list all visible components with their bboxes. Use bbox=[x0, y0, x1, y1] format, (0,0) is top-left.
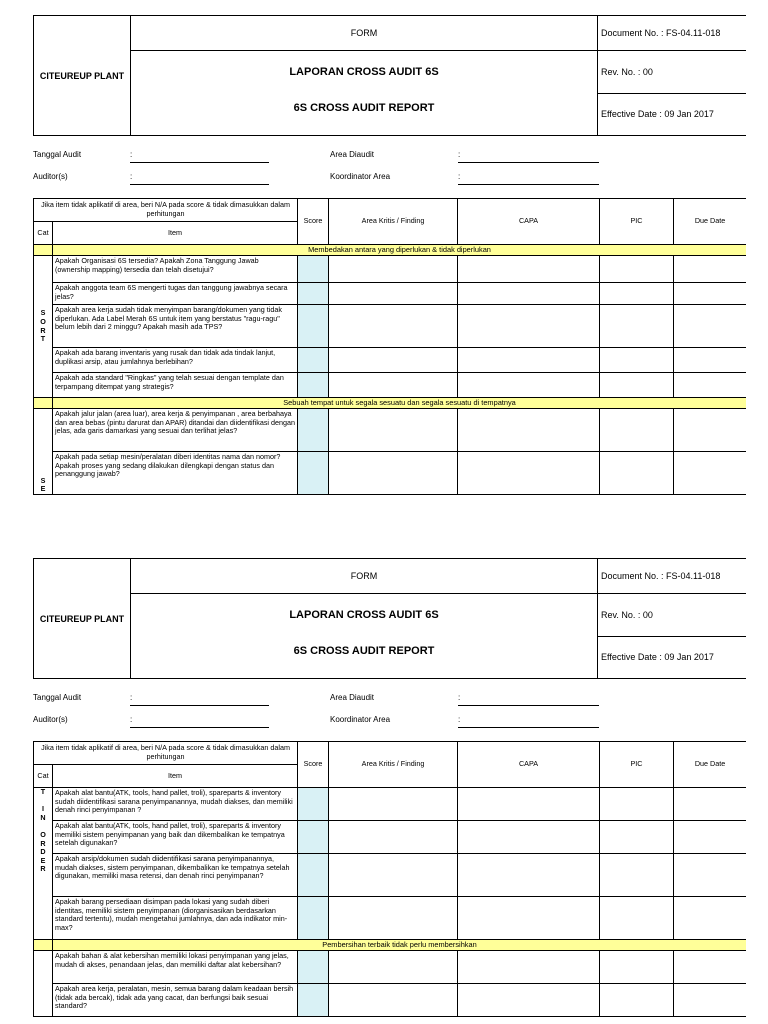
shine-section-title: Pembersihan terbaik tidak perlu membersihkan bbox=[53, 940, 747, 951]
area-diaudit-label: Area Diaudit bbox=[330, 150, 375, 159]
finding-cell[interactable] bbox=[329, 984, 458, 1017]
pic-cell[interactable] bbox=[600, 256, 674, 283]
finding-cell[interactable] bbox=[329, 348, 458, 373]
score-cell[interactable] bbox=[298, 348, 329, 373]
finding-header: Area Kritis / Finding bbox=[329, 199, 458, 245]
form-label: FORM bbox=[131, 16, 598, 51]
revision-number: Rev. No. : 00 bbox=[598, 51, 747, 94]
score-cell[interactable] bbox=[298, 283, 329, 305]
capa-header: CAPA bbox=[458, 742, 600, 788]
due-date-cell[interactable] bbox=[674, 283, 746, 305]
audit-table bbox=[33, 198, 746, 495]
capa-cell[interactable] bbox=[458, 897, 600, 940]
due-date-cell[interactable] bbox=[674, 984, 746, 1017]
capa-cell[interactable] bbox=[458, 854, 600, 897]
score-cell[interactable] bbox=[298, 821, 329, 854]
koordinator-field[interactable] bbox=[458, 184, 599, 185]
pic-cell[interactable] bbox=[600, 305, 674, 348]
due-date-header: Due Date bbox=[674, 199, 746, 245]
audit-item: Apakah ada standard "Ringkas" yang telah sesuai dengan template dan terpampang ditempat yang strategis? bbox=[53, 373, 298, 398]
audit-item: Apakah jalur jalan (area luar), area kerja & penyimpanan , area berbahaya dan area bebas (pintu darurat dan APAR) ditandai dan diidentifikasi dengan jelas, ada garis damarkasi yang sesuai dan terlihat jelas? bbox=[53, 409, 298, 452]
revision-number: Rev. No. : 00 bbox=[598, 594, 747, 637]
tanggal-audit-field[interactable] bbox=[130, 162, 269, 163]
audit-info: Tanggal Audit : Area Diaudit : Auditor(s) : Koordinator Area : bbox=[33, 146, 746, 192]
area-diaudit-label: Area Diaudit bbox=[330, 693, 375, 702]
due-date-cell[interactable] bbox=[674, 821, 746, 854]
due-date-header: Due Date bbox=[674, 742, 746, 788]
due-date-cell[interactable] bbox=[674, 305, 746, 348]
due-date-cell[interactable] bbox=[674, 256, 746, 283]
due-date-cell[interactable] bbox=[674, 373, 746, 398]
document-number: Document No. : FS-04.11-018 bbox=[598, 16, 747, 51]
area-diaudit-field[interactable] bbox=[458, 162, 599, 163]
pic-cell[interactable] bbox=[600, 788, 674, 821]
score-cell[interactable] bbox=[298, 305, 329, 348]
capa-cell[interactable] bbox=[458, 984, 600, 1017]
form-header bbox=[33, 558, 746, 679]
capa-cell[interactable] bbox=[458, 452, 600, 495]
audit-item: Apakah alat bantu(ATK, tools, hand pallet, troli), spareparts & inventory memiliki sistem penyimpanan yang baik dan dikembalikan ke tempatnya setelah digunakan? bbox=[53, 821, 298, 854]
form-page-2 bbox=[33, 558, 746, 1024]
finding-cell[interactable] bbox=[329, 409, 458, 452]
report-title-en: 6S CROSS AUDIT REPORT bbox=[293, 102, 435, 114]
due-date-cell[interactable] bbox=[674, 452, 746, 495]
audit-item: Apakah pada setiap mesin/peralatan diberi identitas nama dan nomor? Apakah proses yang sedang dilakukan dilengkapi dengan status dan penanggung jawab? bbox=[53, 452, 298, 495]
cat-header: Cat bbox=[34, 765, 53, 788]
report-title-id: LAPORAN CROSS AUDIT 6S bbox=[289, 66, 439, 78]
tanggal-audit-label: Tanggal Audit bbox=[33, 693, 82, 702]
report-title-en: 6S CROSS AUDIT REPORT bbox=[293, 645, 435, 657]
audit-item: Apakah barang persediaan disimpan pada lokasi yang sudah diberi identitas, memiliki sistem penyimpanan (diorganisasikan berdasarkan standard tertentu), mudah mengetahui jumlahnya, dan ada indikator min-max? bbox=[53, 897, 298, 940]
capa-cell[interactable] bbox=[458, 348, 600, 373]
item-header: Item bbox=[53, 765, 298, 788]
sort-section-title: Membedakan antara yang diperlukan & tidak diperlukan bbox=[53, 245, 747, 256]
finding-cell[interactable] bbox=[329, 373, 458, 398]
capa-cell[interactable] bbox=[458, 373, 600, 398]
auditor-label: Auditor(s) bbox=[33, 172, 68, 181]
due-date-cell[interactable] bbox=[674, 951, 746, 984]
sort-category: S O R T bbox=[34, 256, 53, 398]
pic-cell[interactable] bbox=[600, 283, 674, 305]
set-section-title: Sebuah tempat untuk segala sesuatu dan segala sesuatu di tempatnya bbox=[53, 398, 747, 409]
shine-category bbox=[34, 951, 53, 1017]
pic-header: PIC bbox=[600, 742, 674, 788]
due-date-cell[interactable] bbox=[674, 348, 746, 373]
finding-cell[interactable] bbox=[329, 854, 458, 897]
na-note: Jika item tidak aplikatif di area, beri N/A pada score & tidak dimasukkan dalam perhitungan bbox=[34, 199, 298, 222]
audit-item: Apakah area kerja sudah tidak menyimpan barang/dokumen yang tidak diperlukan. Ada Label Merah 6S untuk item yang berstatus "ragu-ragu" belum lebih dari 2 minggu? Apakah masih ada TPS? bbox=[53, 305, 298, 348]
tanggal-audit-label: Tanggal Audit bbox=[33, 150, 82, 159]
effective-date: Effective Date : 09 Jan 2017 bbox=[598, 636, 747, 679]
finding-cell[interactable] bbox=[329, 283, 458, 305]
score-cell[interactable] bbox=[298, 373, 329, 398]
pic-cell[interactable] bbox=[600, 951, 674, 984]
pic-cell[interactable] bbox=[600, 897, 674, 940]
koordinator-label: Koordinator Area bbox=[330, 715, 391, 724]
audit-item: Apakah arsip/dokumen sudah diidentifikasi sarana penyimpanannya, mudah diakses, sistem penyimpanan, dikembalikan ke tempatnya setelah digunakan, memiliki masa retensi, dan denah rinci penyimpanan? bbox=[53, 854, 298, 897]
pic-cell[interactable] bbox=[600, 409, 674, 452]
audit-item: Apakah area kerja, peralatan, mesin, semua barang dalam keadaan bersih (tidak ada bercak), tidak ada yang cacat, dan berfungsi baik sesuai standard? bbox=[53, 984, 298, 1017]
pic-cell[interactable] bbox=[600, 984, 674, 1017]
form-label: FORM bbox=[131, 559, 598, 594]
audit-item: Apakah ada barang inventaris yang rusak dan tidak ada tindak lanjut, duplikasi arsip, atau jumlahnya berlebihan? bbox=[53, 348, 298, 373]
due-date-cell[interactable] bbox=[674, 409, 746, 452]
auditor-field[interactable] bbox=[130, 727, 269, 728]
score-cell[interactable] bbox=[298, 256, 329, 283]
finding-cell[interactable] bbox=[329, 821, 458, 854]
pic-header: PIC bbox=[600, 199, 674, 245]
form-header bbox=[33, 15, 746, 136]
na-note: Jika item tidak aplikatif di area, beri N/A pada score & tidak dimasukkan dalam perhitungan bbox=[34, 742, 298, 765]
audit-table bbox=[33, 741, 746, 1017]
finding-cell[interactable] bbox=[329, 788, 458, 821]
capa-cell[interactable] bbox=[458, 821, 600, 854]
set-in-order-category: T I N O R D E R bbox=[34, 788, 53, 940]
plant-name: CITEUREUP PLANT bbox=[34, 16, 131, 136]
finding-cell[interactable] bbox=[329, 452, 458, 495]
capa-cell[interactable] bbox=[458, 256, 600, 283]
report-title-id: LAPORAN CROSS AUDIT 6S bbox=[289, 609, 439, 621]
finding-cell[interactable] bbox=[329, 256, 458, 283]
audit-item: Apakah anggota team 6S mengerti tugas dan tanggung jawabnya secara jelas? bbox=[53, 283, 298, 305]
effective-date: Effective Date : 09 Jan 2017 bbox=[598, 93, 747, 136]
finding-cell[interactable] bbox=[329, 897, 458, 940]
capa-cell[interactable] bbox=[458, 283, 600, 305]
finding-header: Area Kritis / Finding bbox=[329, 742, 458, 788]
page-gap bbox=[0, 505, 768, 558]
pic-cell[interactable] bbox=[600, 452, 674, 495]
pic-cell[interactable] bbox=[600, 348, 674, 373]
due-date-cell[interactable] bbox=[674, 897, 746, 940]
capa-cell[interactable] bbox=[458, 409, 600, 452]
score-cell[interactable] bbox=[298, 951, 329, 984]
score-cell[interactable] bbox=[298, 854, 329, 897]
koordinator-field[interactable] bbox=[458, 727, 599, 728]
score-header: Score bbox=[298, 742, 329, 788]
due-date-cell[interactable] bbox=[674, 788, 746, 821]
pic-cell[interactable] bbox=[600, 854, 674, 897]
tanggal-audit-field[interactable] bbox=[130, 705, 269, 706]
score-header: Score bbox=[298, 199, 329, 245]
audit-item: Apakah bahan & alat kebersihan memiliki lokasi penyimpanan yang jelas, mudah di akses, penandaan jelas, dan memiliki daftar alat kebersihan? bbox=[53, 951, 298, 984]
finding-cell[interactable] bbox=[329, 951, 458, 984]
audit-item: Apakah Organisasi 6S tersedia? Apakah Zona Tanggung Jawab (ownership mapping) tersedia dan telah disetujui? bbox=[53, 256, 298, 283]
auditor-label: Auditor(s) bbox=[33, 715, 68, 724]
score-cell[interactable] bbox=[298, 409, 329, 452]
capa-header: CAPA bbox=[458, 199, 600, 245]
item-header: Item bbox=[53, 222, 298, 245]
capa-cell[interactable] bbox=[458, 305, 600, 348]
area-diaudit-field[interactable] bbox=[458, 705, 599, 706]
finding-cell[interactable] bbox=[329, 305, 458, 348]
document-number: Document No. : FS-04.11-018 bbox=[598, 559, 747, 594]
koordinator-label: Koordinator Area bbox=[330, 172, 391, 181]
capa-cell[interactable] bbox=[458, 951, 600, 984]
score-cell[interactable] bbox=[298, 984, 329, 1017]
form-page-1 bbox=[33, 15, 746, 505]
due-date-cell[interactable] bbox=[674, 854, 746, 897]
auditor-field[interactable] bbox=[130, 184, 269, 185]
pic-cell[interactable] bbox=[600, 373, 674, 398]
cat-header: Cat bbox=[34, 222, 53, 245]
score-cell[interactable] bbox=[298, 452, 329, 495]
capa-cell[interactable] bbox=[458, 788, 600, 821]
score-cell[interactable] bbox=[298, 788, 329, 821]
audit-info: Tanggal Audit : Area Diaudit : Auditor(s) : Koordinator Area : bbox=[33, 689, 746, 735]
set-category: S E bbox=[34, 409, 53, 495]
audit-item: Apakah alat bantu(ATK, tools, hand pallet, troli), spareparts & inventory sudah diidentifikasi sarana penyimpanannya, mudah diakses, dan memiliki denah rinci penyimpanan ? bbox=[53, 788, 298, 821]
pic-cell[interactable] bbox=[600, 821, 674, 854]
plant-name: CITEUREUP PLANT bbox=[34, 559, 131, 679]
score-cell[interactable] bbox=[298, 897, 329, 940]
